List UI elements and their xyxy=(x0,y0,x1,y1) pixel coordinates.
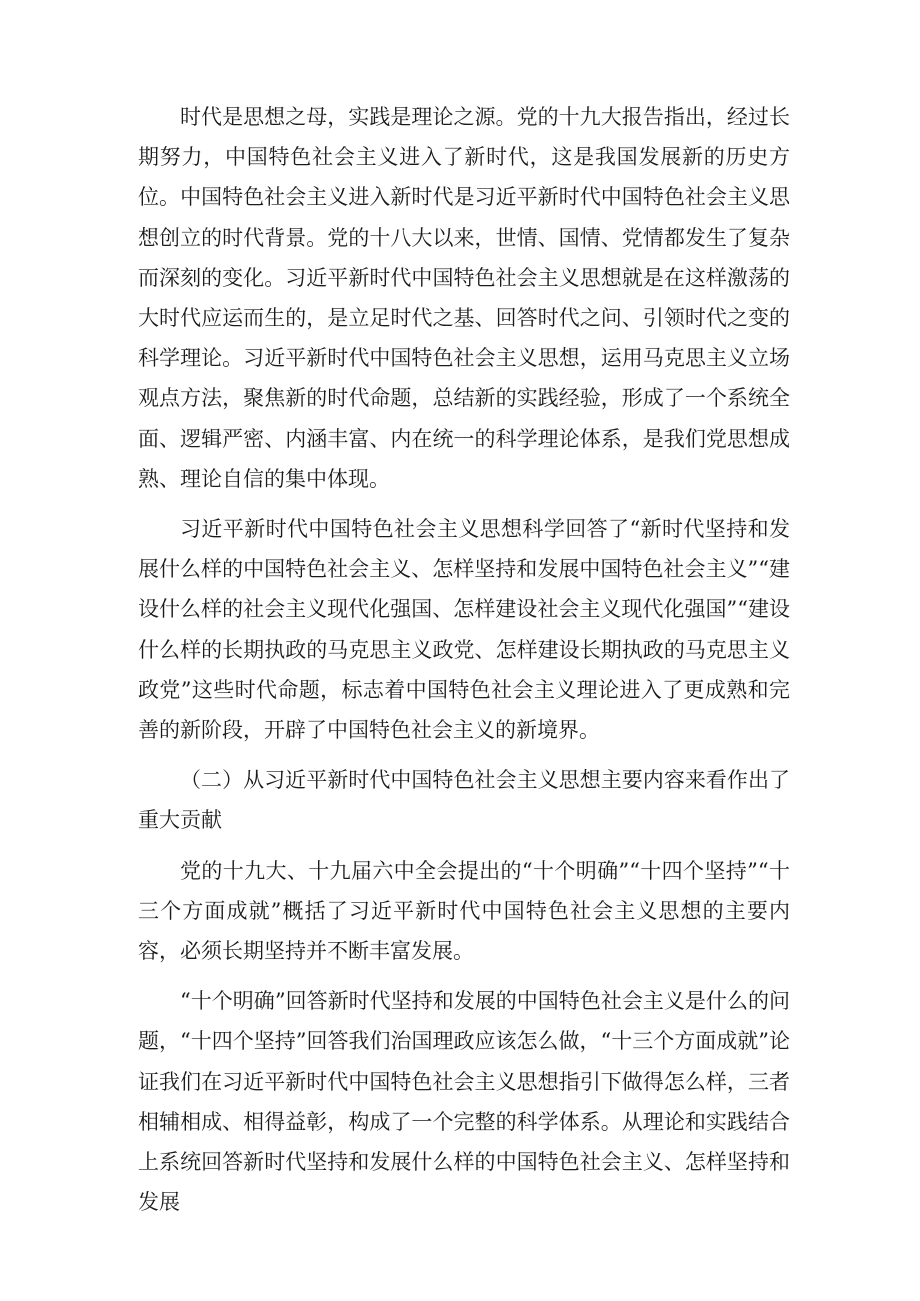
document-body xyxy=(138,97,790,1222)
paragraph-main-content-summary: 党的十九大、十九届六中全会提出的“十个明确”“十四个坚持”“十三个方面成就”概括了习近平新时代中国特色社会主义思想的主要内容，必须长期坚持并不断丰富发展。 xyxy=(138,858,790,964)
section-heading-main-content: （二）从习近平新时代中国特色社会主义思想主要内容来看作出了重大贡献 xyxy=(138,768,790,833)
paragraph-ten-clarifications: “十个明确”回答新时代坚持和发展的中国特色社会主义是什么的问题，“十四个坚持”回答我们治国理政应该怎么做，“十三个方面成就”论证我们在习近平新时代中国特色社会主义思想指引下做得怎么样，三者相辅相成、相得益彰，构成了一个完整的科学体系。从理论和实践结合上系统回答新时代坚持和发展什么样的中国特色社会主义、怎样坚持和发展 xyxy=(138,989,790,1215)
paragraph-era-background: 时代是思想之母，实践是理论之源。党的十九大报告指出，经过长期努力，中国特色社会主义进入了新时代，这是我国发展新的历史方位。中国特色社会主义进入新时代是习近平新时代中国特色社会主义思想创立的时代背景。党的十八大以来，世情、国情、党情都发生了复杂而深刻的变化。习近平新时代中国特色社会主义思想就是在这样激荡的大时代应运而生的，是立足时代之基、回答时代之问、引领时代之变的科学理论。习近平新时代中国特色社会主义思想，运用马克思主义立场观点方法，聚焦新的时代命题，总结新的实践经验，形成了一个系统全面、逻辑严密、内涵丰富、内在统一的科学理论体系，是我们党思想成熟、理论自信的集中体现。 xyxy=(138,105,790,491)
paragraph-scientific-answers: 习近平新时代中国特色社会主义思想科学回答了“新时代坚持和发展什么样的中国特色社会主义、怎样坚持和发展中国特色社会主义”“建设什么样的社会主义现代化强国、怎样建设社会主义现代化强国”“建设什么样的长期执政的马克思主义政党、怎样建设长期执政的马克思主义政党”这些时代命题，标志着中国特色社会主义理论进入了更成熟和完善的新阶段，开辟了中国特色社会主义的新境界。 xyxy=(138,517,790,743)
